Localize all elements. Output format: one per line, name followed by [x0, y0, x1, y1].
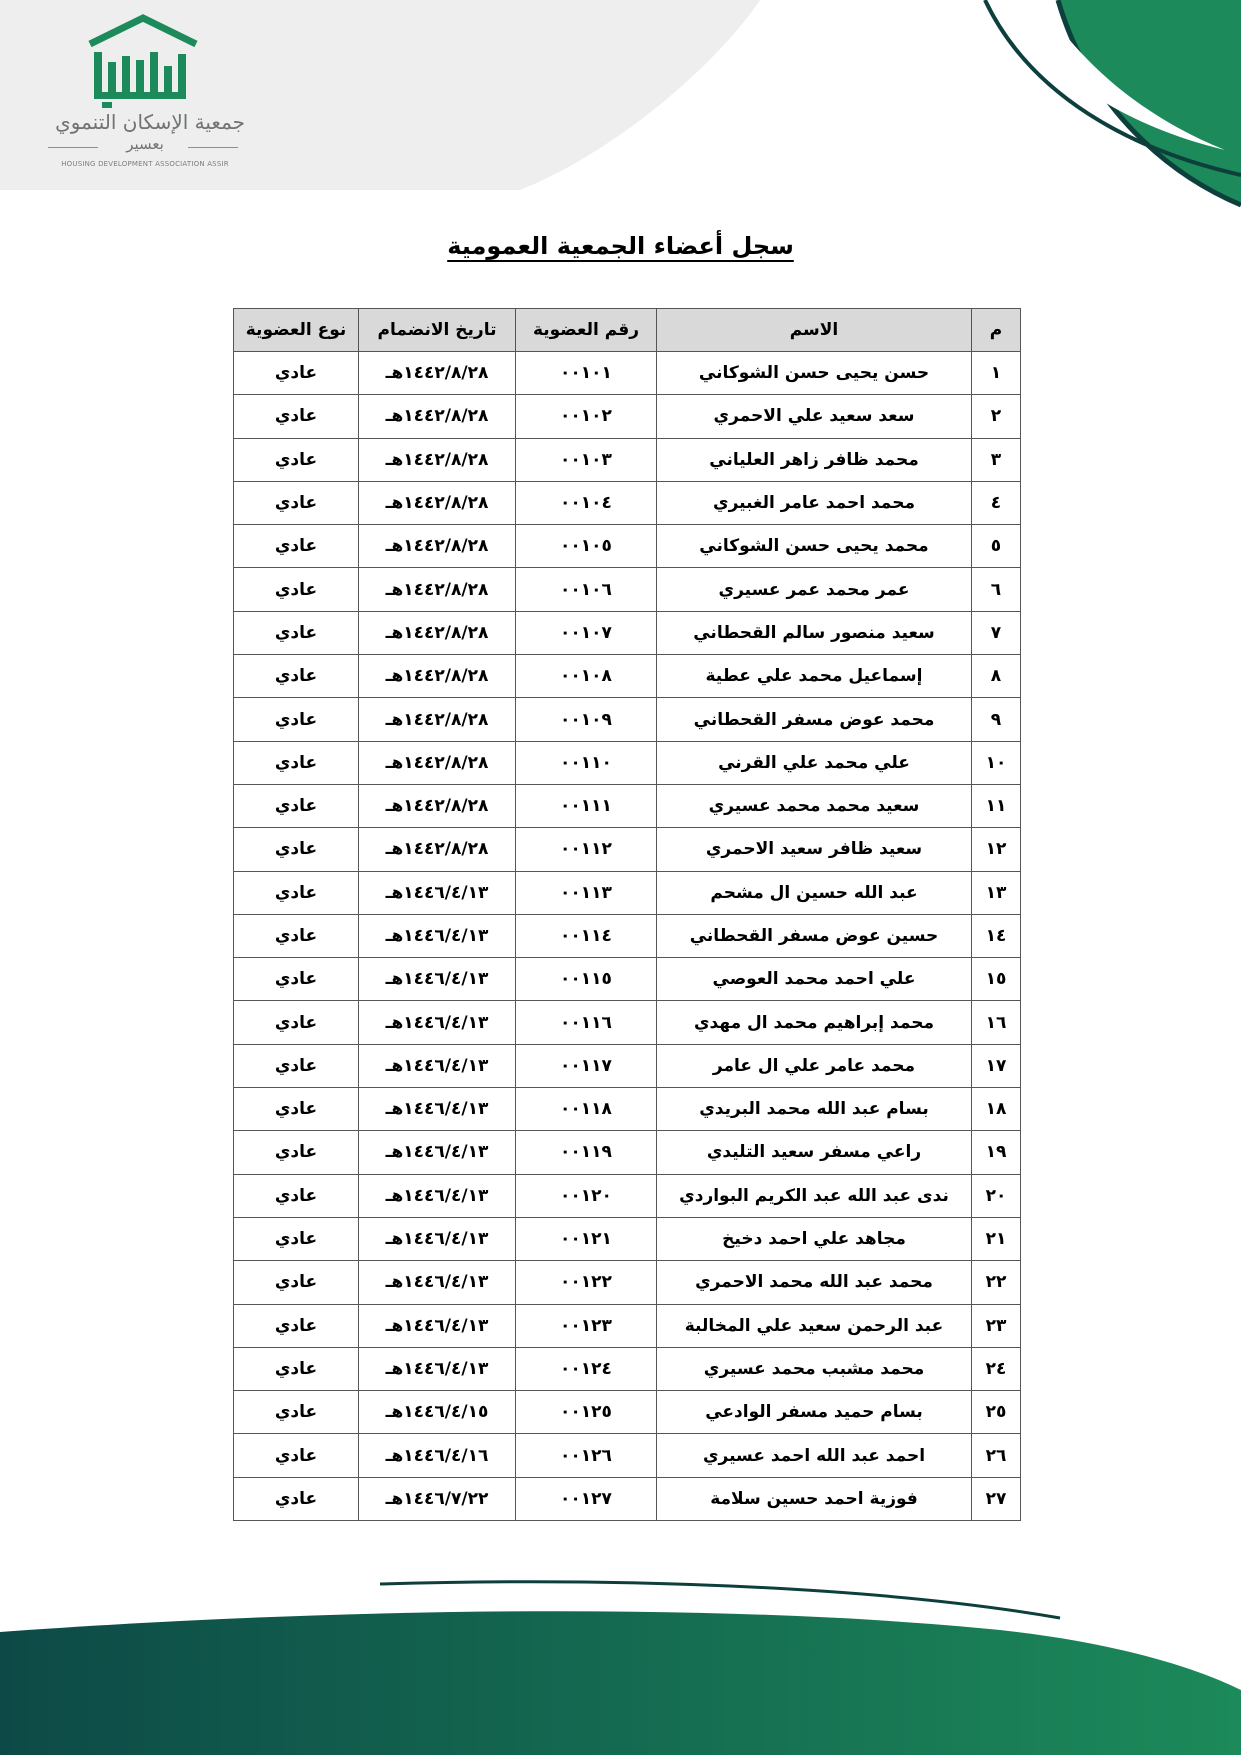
cell-type: عادي [234, 655, 359, 698]
cell-index: ٢ [972, 395, 1021, 438]
cell-index: ٥ [972, 525, 1021, 568]
cell-name: حسن يحيى حسن الشوكاني [657, 352, 972, 395]
cell-join-date: ١٤٤٦/٤/١٣هـ [359, 1217, 516, 1260]
cell-name: سعد سعيد علي الاحمري [657, 395, 972, 438]
cell-index: ٢١ [972, 1217, 1021, 1260]
cell-type: عادي [234, 395, 359, 438]
cell-index: ٢٠ [972, 1174, 1021, 1217]
cell-member-no: ٠٠١١٥ [516, 958, 657, 1001]
cell-type: عادي [234, 958, 359, 1001]
cell-member-no: ٠٠١٢٣ [516, 1304, 657, 1347]
cell-type: عادي [234, 1001, 359, 1044]
cell-name: عبد الرحمن سعيد علي المخالبة [657, 1304, 972, 1347]
cell-member-no: ٠٠١٠٥ [516, 525, 657, 568]
cell-join-date: ١٤٤٢/٨/٢٨هـ [359, 828, 516, 871]
cell-member-no: ٠٠١١٢ [516, 828, 657, 871]
cell-name: علي محمد علي القرني [657, 741, 972, 784]
cell-join-date: ١٤٤٢/٨/٢٨هـ [359, 698, 516, 741]
table-row [234, 871, 1021, 914]
table-row [234, 352, 1021, 395]
cell-index: ١٤ [972, 914, 1021, 957]
cell-member-no: ٠٠١١٦ [516, 1001, 657, 1044]
cell-member-no: ٠٠١٢٦ [516, 1434, 657, 1477]
page-title: سجل أعضاء الجمعية العمومية [447, 232, 794, 260]
cell-join-date: ١٤٤٦/٤/١٣هـ [359, 958, 516, 1001]
cell-name: سعيد ظافر سعيد الاحمري [657, 828, 972, 871]
cell-join-date: ١٤٤٦/٤/١٥هـ [359, 1391, 516, 1434]
cell-join-date: ١٤٤٦/٤/١٣هـ [359, 1304, 516, 1347]
cell-type: عادي [234, 1088, 359, 1131]
cell-index: ١٣ [972, 871, 1021, 914]
cell-member-no: ٠٠١٢٠ [516, 1174, 657, 1217]
cell-join-date: ١٤٤٦/٤/١٣هـ [359, 1131, 516, 1174]
table-row [234, 655, 1021, 698]
cell-name: بسام عبد الله محمد البريدي [657, 1088, 972, 1131]
cell-member-no: ٠٠١١١ [516, 784, 657, 827]
cell-name: محمد ظافر زاهر العلياني [657, 438, 972, 481]
cell-member-no: ٠٠١٢٢ [516, 1261, 657, 1304]
cell-member-no: ٠٠١٢١ [516, 1217, 657, 1260]
cell-member-no: ٠٠١١٠ [516, 741, 657, 784]
cell-type: عادي [234, 611, 359, 654]
cell-name: علي احمد محمد العوصي [657, 958, 972, 1001]
cell-type: عادي [234, 568, 359, 611]
cell-type: عادي [234, 784, 359, 827]
cell-name: حسين عوض مسفر القحطاني [657, 914, 972, 957]
cell-index: ١١ [972, 784, 1021, 827]
cell-index: ١٧ [972, 1044, 1021, 1087]
cell-index: ٤ [972, 481, 1021, 524]
cell-name: محمد عبد الله محمد الاحمري [657, 1261, 972, 1304]
cell-index: ٢٢ [972, 1261, 1021, 1304]
cell-type: عادي [234, 1391, 359, 1434]
cell-member-no: ٠٠١٠٣ [516, 438, 657, 481]
cell-index: ٦ [972, 568, 1021, 611]
cell-type: عادي [234, 481, 359, 524]
cell-member-no: ٠٠١١٤ [516, 914, 657, 957]
table-row [234, 1347, 1021, 1390]
logo-name-ar: جمعية الإسكان التنموي [55, 110, 245, 134]
cell-name: محمد احمد عامر الغبيري [657, 481, 972, 524]
cell-name: محمد عوض مسفر القحطاني [657, 698, 972, 741]
cell-index: ٨ [972, 655, 1021, 698]
table-row [234, 438, 1021, 481]
cell-member-no: ٠٠١٠٤ [516, 481, 657, 524]
cell-name: سعيد محمد محمد عسيري [657, 784, 972, 827]
cell-type: عادي [234, 828, 359, 871]
cell-type: عادي [234, 1477, 359, 1520]
cell-join-date: ١٤٤٢/٨/٢٨هـ [359, 784, 516, 827]
table-row [234, 1304, 1021, 1347]
cell-join-date: ١٤٤٢/٨/٢٨هـ [359, 438, 516, 481]
cell-join-date: ١٤٤٦/٧/٢٢هـ [359, 1477, 516, 1520]
table-row [234, 1391, 1021, 1434]
cell-index: ٢٣ [972, 1304, 1021, 1347]
table-row [234, 1131, 1021, 1174]
table-row [234, 698, 1021, 741]
cell-member-no: ٠٠١١٩ [516, 1131, 657, 1174]
cell-index: ١ [972, 352, 1021, 395]
cell-type: عادي [234, 914, 359, 957]
cell-member-no: ٠٠١١٨ [516, 1088, 657, 1131]
cell-member-no: ٠٠١٠٨ [516, 655, 657, 698]
cell-type: عادي [234, 1174, 359, 1217]
table-row [234, 481, 1021, 524]
cell-join-date: ١٤٤٢/٨/٢٨هـ [359, 395, 516, 438]
cell-type: عادي [234, 525, 359, 568]
cell-join-date: ١٤٤٦/٤/١٣هـ [359, 914, 516, 957]
table-row [234, 568, 1021, 611]
table-row [234, 1434, 1021, 1477]
cell-type: عادي [234, 1044, 359, 1087]
cell-type: عادي [234, 698, 359, 741]
cell-index: ١٢ [972, 828, 1021, 871]
cell-type: عادي [234, 1347, 359, 1390]
cell-join-date: ١٤٤٦/٤/١٣هـ [359, 1088, 516, 1131]
cell-name: احمد عبد الله احمد عسيري [657, 1434, 972, 1477]
cell-type: عادي [234, 1217, 359, 1260]
cell-join-date: ١٤٤٢/٨/٢٨هـ [359, 741, 516, 784]
cell-join-date: ١٤٤٦/٤/١٣هـ [359, 1174, 516, 1217]
cell-name: عبد الله حسين ال مشحم [657, 871, 972, 914]
header-index: م [972, 309, 1021, 352]
header-member-no: رقم العضوية [516, 309, 657, 352]
cell-member-no: ٠٠١١٧ [516, 1044, 657, 1087]
cell-join-date: ١٤٤٦/٤/١٦هـ [359, 1434, 516, 1477]
cell-member-no: ٠٠١١٣ [516, 871, 657, 914]
cell-name: محمد مشبب محمد عسيري [657, 1347, 972, 1390]
table-row [234, 395, 1021, 438]
cell-index: ١٥ [972, 958, 1021, 1001]
members-register-table [233, 308, 1021, 1521]
cell-member-no: ٠٠١٢٥ [516, 1391, 657, 1434]
cell-join-date: ١٤٤٦/٤/١٣هـ [359, 871, 516, 914]
cell-index: ٧ [972, 611, 1021, 654]
table-row [234, 1261, 1021, 1304]
table-row [234, 784, 1021, 827]
header-join-date: تاريخ الانضمام [359, 309, 516, 352]
table-row [234, 741, 1021, 784]
table-row [234, 914, 1021, 957]
cell-name: محمد يحيى حسن الشوكاني [657, 525, 972, 568]
cell-index: ٣ [972, 438, 1021, 481]
cell-type: عادي [234, 438, 359, 481]
cell-join-date: ١٤٤٢/٨/٢٨هـ [359, 525, 516, 568]
table-row [234, 1001, 1021, 1044]
table-row [234, 1217, 1021, 1260]
cell-join-date: ١٤٤٢/٨/٢٨هـ [359, 611, 516, 654]
cell-member-no: ٠٠١٠٦ [516, 568, 657, 611]
cell-index: ٢٤ [972, 1347, 1021, 1390]
cell-member-no: ٠٠١٠١ [516, 352, 657, 395]
cell-name: راعي مسفر سعيد التليدي [657, 1131, 972, 1174]
table-row [234, 1174, 1021, 1217]
table-row [234, 828, 1021, 871]
cell-name: محمد إبراهيم محمد ال مهدي [657, 1001, 972, 1044]
table-row [234, 525, 1021, 568]
cell-index: ٢٦ [972, 1434, 1021, 1477]
header-name: الاسم [657, 309, 972, 352]
cell-index: ١٦ [972, 1001, 1021, 1044]
cell-type: عادي [234, 1131, 359, 1174]
cell-name: محمد عامر علي ال عامر [657, 1044, 972, 1087]
cell-join-date: ١٤٤٦/٤/١٣هـ [359, 1044, 516, 1087]
logo-city-ar: بعسير [126, 135, 164, 153]
cell-type: عادي [234, 1434, 359, 1477]
cell-index: ١٨ [972, 1088, 1021, 1131]
cell-member-no: ٠٠١٢٧ [516, 1477, 657, 1520]
cell-type: عادي [234, 1304, 359, 1347]
header-type: نوع العضوية [234, 309, 359, 352]
cell-join-date: ١٤٤٦/٤/١٣هـ [359, 1261, 516, 1304]
table-header-row [234, 309, 1021, 352]
cell-join-date: ١٤٤٢/٨/٢٨هـ [359, 481, 516, 524]
cell-member-no: ٠٠١٢٤ [516, 1347, 657, 1390]
logo-mark-icon [38, 14, 258, 114]
cell-name: ندى عبد الله عبد الكريم البواردي [657, 1174, 972, 1217]
logo-name-en: HOUSING DEVELOPMENT ASSOCIATION ASSIR [61, 160, 229, 168]
cell-name: فوزية احمد حسين سلامة [657, 1477, 972, 1520]
cell-type: عادي [234, 741, 359, 784]
table-row [234, 1044, 1021, 1087]
cell-type: عادي [234, 871, 359, 914]
cell-join-date: ١٤٤٦/٤/١٣هـ [359, 1347, 516, 1390]
table-body [234, 352, 1021, 1521]
cell-index: ١٠ [972, 741, 1021, 784]
cell-index: ٩ [972, 698, 1021, 741]
cell-index: ٢٥ [972, 1391, 1021, 1434]
table-row [234, 611, 1021, 654]
cell-join-date: ١٤٤٢/٨/٢٨هـ [359, 568, 516, 611]
cell-join-date: ١٤٤٢/٨/٢٨هـ [359, 655, 516, 698]
table-row [234, 958, 1021, 1001]
table-row [234, 1088, 1021, 1131]
cell-type: عادي [234, 352, 359, 395]
cell-name: سعيد منصور سالم القحطاني [657, 611, 972, 654]
cell-join-date: ١٤٤٢/٨/٢٨هـ [359, 352, 516, 395]
cell-name: إسماعيل محمد علي عطية [657, 655, 972, 698]
cell-index: ١٩ [972, 1131, 1021, 1174]
cell-member-no: ٠٠١٠٩ [516, 698, 657, 741]
cell-name: عمر محمد عمر عسيري [657, 568, 972, 611]
cell-member-no: ٠٠١٠٧ [516, 611, 657, 654]
cell-member-no: ٠٠١٠٢ [516, 395, 657, 438]
table-row [234, 1477, 1021, 1520]
cell-name: بسام حميد مسفر الوادعي [657, 1391, 972, 1434]
cell-type: عادي [234, 1261, 359, 1304]
cell-index: ٢٧ [972, 1477, 1021, 1520]
cell-join-date: ١٤٤٦/٤/١٣هـ [359, 1001, 516, 1044]
bottom-swoosh-decoration [0, 1570, 1241, 1755]
cell-name: مجاهد علي احمد دخيخ [657, 1217, 972, 1260]
